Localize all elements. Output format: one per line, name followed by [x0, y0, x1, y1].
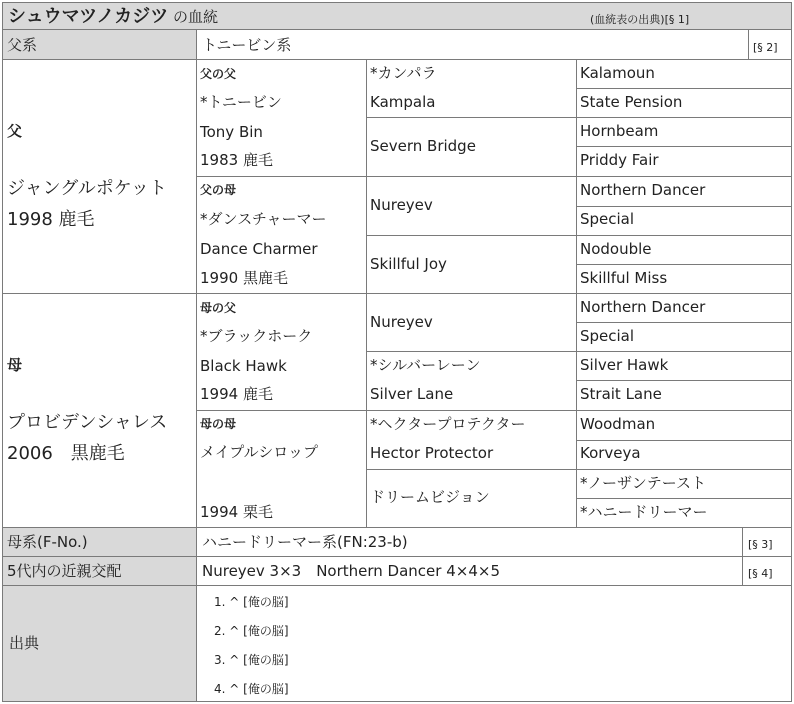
ds-name-ja: *ブラックホーク	[200, 327, 313, 345]
gen4-ancestor: Skillful Miss	[580, 269, 668, 287]
dam-role: 母	[7, 356, 23, 374]
sss-name-ja: *カンパラ	[370, 64, 437, 82]
family-label-cell	[2, 527, 197, 557]
sire-line-label: 父系	[7, 36, 38, 54]
dam-year-color: 2006 黒鹿毛	[7, 443, 125, 464]
family-value-cell	[196, 527, 743, 557]
sire-line-value: トニービン系	[202, 36, 292, 54]
ds-role: 母の父	[200, 301, 237, 315]
sd-role: 父の母	[200, 183, 237, 197]
sd-year-color: 1990 黒鹿毛	[200, 269, 288, 287]
dd-name-ja: メイプルシロップ	[200, 443, 318, 461]
sdd-name: Skillful Joy	[370, 255, 447, 273]
family-ref-cell	[742, 527, 792, 557]
sd-name-en: Dance Charmer	[200, 240, 318, 258]
ds-name-en: Black Hawk	[200, 357, 287, 375]
sire-role: 父	[7, 122, 23, 140]
gen4-ancestor: Strait Lane	[580, 385, 662, 403]
gen4-ancestor: Silver Hawk	[580, 356, 669, 374]
family-value: ハニードリーマー系(FN:23-b)	[202, 533, 408, 551]
title-suffix: の血統	[173, 8, 219, 26]
gen4-ancestor: State Pension	[580, 93, 683, 111]
source-item[interactable]: 4. ^ [俺の脳]	[214, 682, 289, 696]
dsd-name-en: Silver Lane	[370, 385, 454, 403]
source-item[interactable]: 3. ^ [俺の脳]	[214, 653, 289, 667]
gen4-ancestor: Priddy Fair	[580, 151, 659, 169]
family-label: 母系(F-No.)	[7, 533, 88, 551]
gen4-ancestor: Northern Dancer	[580, 298, 706, 316]
sources-label: 出典	[9, 634, 40, 652]
sources-label-cell	[2, 585, 197, 702]
inbreeding-ref-cell	[742, 556, 792, 586]
gen4-ancestor: Woodman	[580, 415, 656, 433]
gen4-ancestor: Special	[580, 210, 635, 228]
title-bar	[2, 2, 792, 30]
sss-name-en: Kampala	[370, 93, 436, 111]
family-ref: [§ 3]	[748, 538, 773, 551]
ss-name-ja: *トニービン	[200, 93, 282, 111]
dss-name: Nureyev	[370, 313, 433, 331]
sire-line-label-cell	[2, 29, 197, 60]
source-item[interactable]: 2. ^ [俺の脳]	[214, 624, 289, 638]
inbreeding-label: 5代内の近親交配	[7, 562, 122, 580]
ss-year-color: 1983 鹿毛	[200, 151, 273, 169]
dds-name-en: Hector Protector	[370, 444, 494, 462]
gen4-ancestor: Hornbeam	[580, 122, 659, 140]
ds-year-color: 1994 鹿毛	[200, 385, 273, 403]
sds-name: Nureyev	[370, 196, 433, 214]
dd-role: 母の母	[200, 417, 237, 431]
gen4-ancestor: *ハニードリーマー	[580, 503, 708, 521]
inbreeding-value-cell	[196, 556, 743, 586]
sire-line-ref-cell	[748, 29, 792, 60]
inbreeding-value: Nureyev 3×3 Northern Dancer 4×4×5	[202, 562, 500, 580]
dds-name-ja: *ヘクタープロテクター	[370, 415, 526, 433]
gen4-ancestor: Nodouble	[580, 240, 652, 258]
source-item[interactable]: 1. ^ [俺の脳]	[214, 595, 289, 609]
gen4-ancestor: *ノーザンテースト	[580, 474, 707, 492]
ss-name-en: Tony Bin	[200, 123, 263, 141]
dam-name: プロビデンシャレス	[7, 412, 168, 433]
inbreeding-ref: [§ 4]	[748, 567, 773, 580]
horse-name: シュウマツノカジツ	[8, 6, 169, 27]
sire-year-color: 1998 鹿毛	[7, 209, 95, 230]
sources-list-cell	[196, 585, 792, 702]
ssd-name: Severn Bridge	[370, 137, 476, 155]
ddd-name: ドリームビジョン	[370, 488, 490, 506]
gen4-ancestor: Kalamoun	[580, 64, 655, 82]
dd-year-color: 1994 栗毛	[200, 503, 273, 521]
title-source-note: (血統表の出典)[§ 1]	[590, 13, 690, 26]
sire-line-ref: [§ 2]	[753, 41, 778, 54]
gen4-ancestor: Korveya	[580, 444, 641, 462]
inbreeding-label-cell	[2, 556, 197, 586]
gen4-ancestor: Northern Dancer	[580, 181, 706, 199]
sire-name: ジャングルポケット	[7, 178, 167, 199]
sire-line-value-cell	[196, 29, 749, 60]
gen4-ancestor: Special	[580, 327, 635, 345]
dsd-name-ja: *シルバーレーン	[370, 356, 481, 374]
ss-role: 父の父	[200, 67, 237, 81]
sd-name-ja: *ダンスチャーマー	[200, 210, 327, 228]
